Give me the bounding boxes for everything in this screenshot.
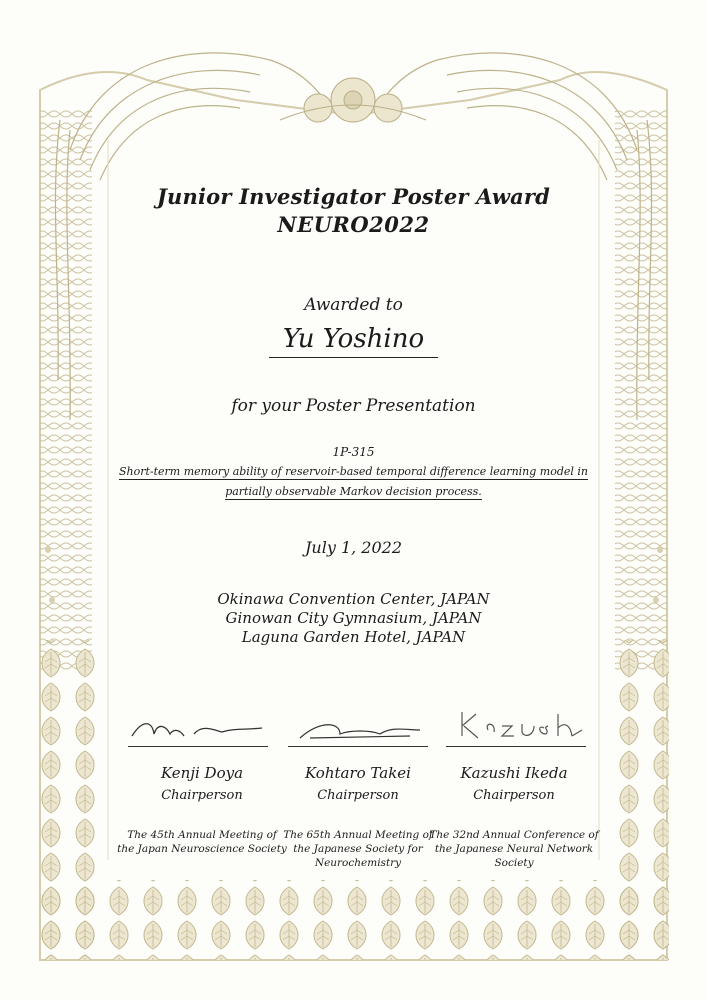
signature-line [288, 746, 428, 747]
venue-2: Ginowan City Gymnasium, JAPAN [225, 609, 482, 627]
org-line: the Japan Neuroscience Society [117, 843, 287, 855]
signature-icon [440, 700, 600, 748]
signature-icon [280, 700, 440, 748]
signatory-name: Kazushi Ikeda [460, 764, 568, 782]
poster-title-text-2: partially observable Markov decision process. [225, 485, 482, 498]
poster-title-line-2 [0, 485, 707, 498]
venue-3: Laguna Garden Hotel, JAPAN [241, 628, 466, 646]
venue-1: Okinawa Convention Center, JAPAN [217, 590, 490, 608]
signatory-role: Chairperson [317, 788, 399, 803]
org-line: the Japanese Neural Network [434, 843, 594, 855]
signature-line [128, 746, 268, 747]
signatory-name: Kenji Doya [160, 764, 244, 782]
org-line: The 32nd Annual Conference of [429, 829, 599, 841]
awarded-to-label: Awarded to [304, 295, 403, 315]
award-title: Junior Investigator Poster Award [156, 184, 551, 209]
poster-title-text-1: Short-term memory ability of reservoir-based temporal difference learning model in [118, 465, 589, 478]
org-line: Neurochemistry [314, 857, 402, 869]
org-line: The 65th Annual Meeting of [283, 829, 433, 841]
signature-line [446, 746, 586, 747]
signatory-organization [414, 828, 614, 870]
poster-title-line-1 [0, 465, 707, 478]
poster-id: 1P-315 [332, 445, 375, 459]
signatory-role: Chairperson [473, 788, 555, 803]
org-line: The 45th Annual Meeting of [127, 829, 277, 841]
signature-icon [122, 700, 282, 748]
award-date: July 1, 2022 [304, 538, 403, 557]
org-line: the Japanese Society for [293, 843, 423, 855]
recipient-name-text: Yu Yoshino [269, 324, 438, 358]
org-line: Society [494, 857, 534, 869]
recipient-name [0, 324, 707, 358]
for-label: for your Poster Presentation [231, 396, 476, 416]
event-title: NEURO2022 [277, 212, 430, 237]
signatory-role: Chairperson [161, 788, 243, 803]
signatory-name: Kohtaro Takei [305, 764, 411, 782]
